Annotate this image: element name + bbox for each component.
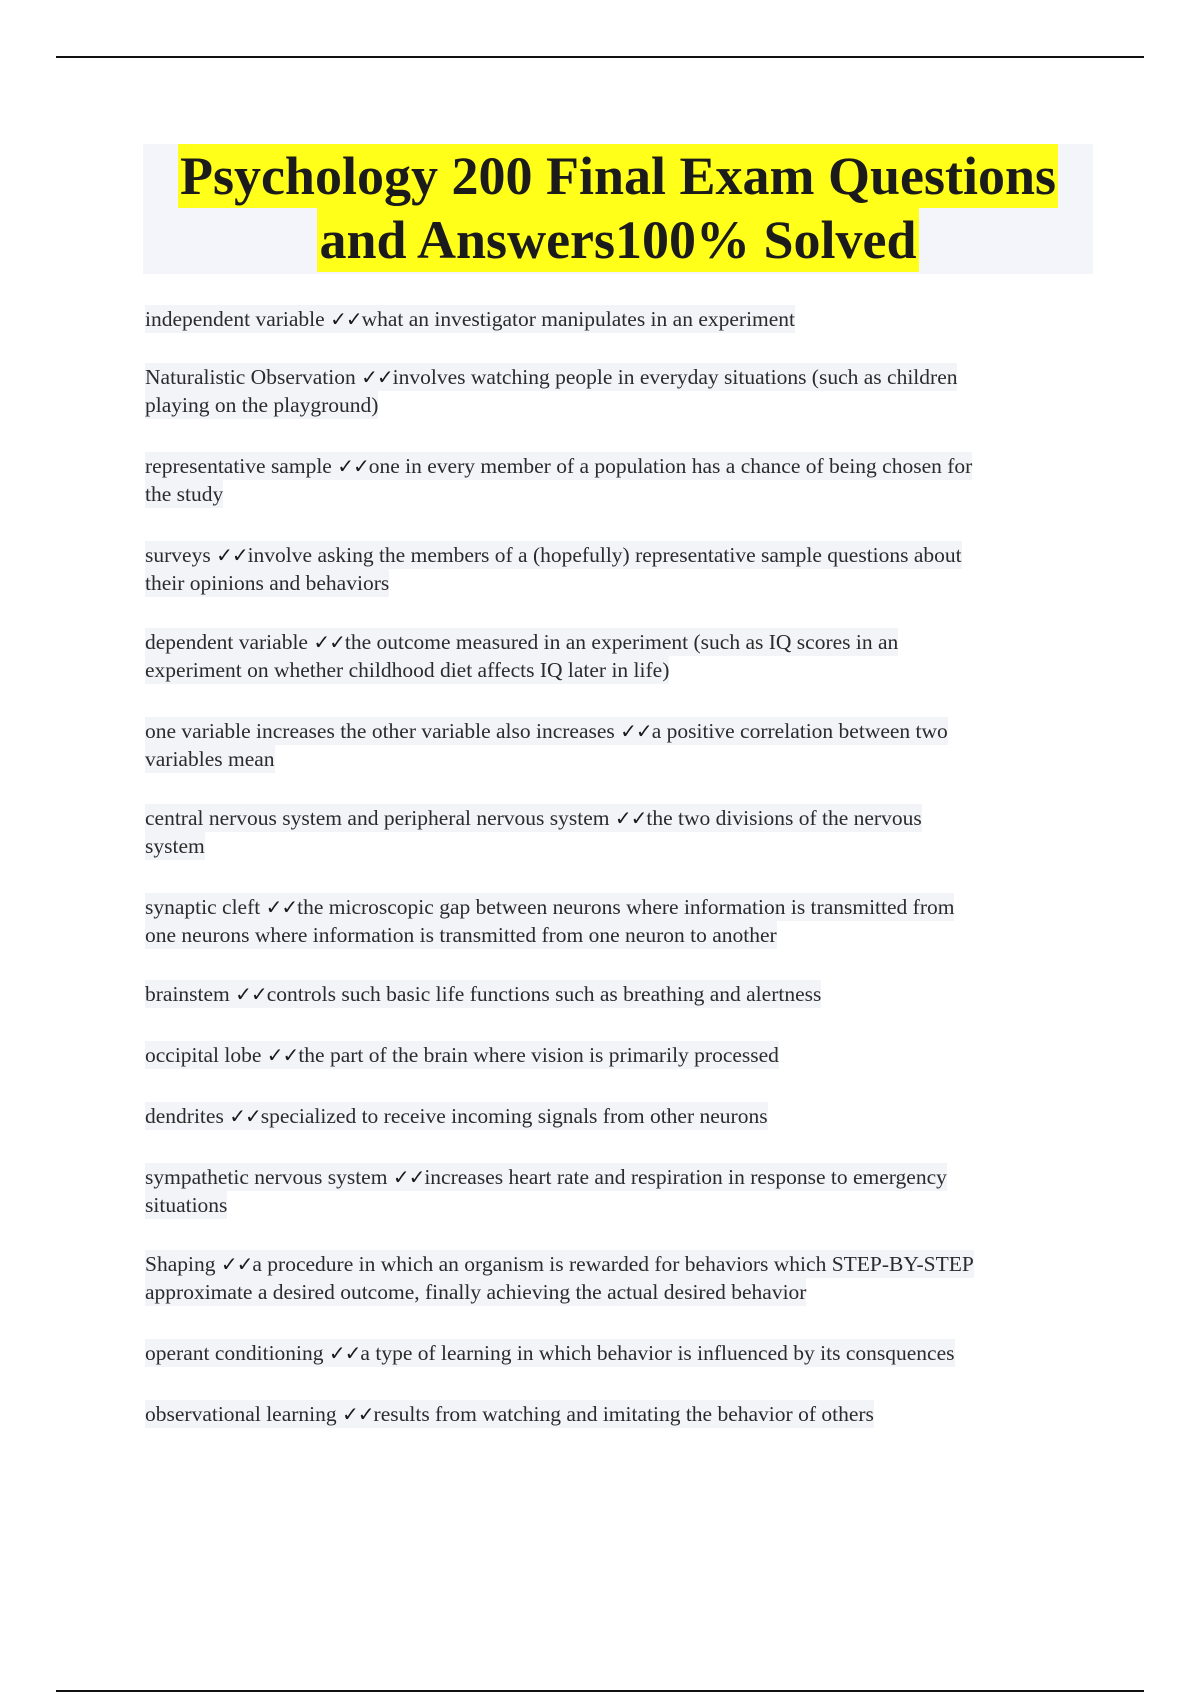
qa-term: dendrites [145,1104,224,1128]
top-rule [56,56,1144,58]
qa-entry [145,628,1095,684]
qa-term: dependent variable [145,630,308,654]
qa-entry [145,305,1095,333]
page-title-line-1: Psychology 200 Final Exam Questions [179,146,1057,206]
qa-answer-text: involves watching people in everyday situations (such as children [392,365,958,389]
qa-term: one variable increases the other variable also increases [145,719,615,743]
qa-first-line [145,363,957,391]
qa-first-line [145,893,954,921]
qa-answer-text: the microscopic gap between neurons where information is transmitted from [297,895,955,919]
qa-entry [145,1339,1095,1367]
qa-answer-text: approximate a desired outcome, finally achieving the actual desired behavior [145,1280,807,1304]
qa-entry [145,1400,1095,1428]
double-check-icon: ✓✓ [392,1165,425,1189]
qa-first-line [145,1250,974,1278]
qa-term: observational learning [145,1402,337,1426]
qa-answer-text: the study [145,482,224,506]
qa-term: sympathetic nervous system [145,1165,388,1189]
qa-entry [145,541,1095,597]
qa-answer-text: the part of the brain where vision is primarily processed [298,1043,779,1067]
qa-term: independent variable [145,307,325,331]
qa-continuation-line [145,480,223,508]
qa-term: central nervous system and peripheral nervous system [145,806,610,830]
title-block [143,144,1093,274]
double-check-icon: ✓✓ [216,543,248,567]
qa-term: occipital lobe [145,1043,262,1067]
qa-term: brainstem [145,982,230,1006]
page-title-line-2: and Answers100% Solved [319,210,917,270]
qa-continuation-line [145,656,669,684]
qa-term: Shaping [145,1252,216,1276]
qa-answer-text: a type of learning in which behavior is influenced by its consquences [360,1341,955,1365]
double-check-icon: ✓✓ [620,719,652,743]
qa-first-line [145,1339,955,1367]
qa-answer-text: variables mean [145,747,275,771]
qa-first-line [145,305,795,333]
double-check-icon: ✓✓ [614,806,647,830]
bottom-rule [56,1690,1144,1692]
qa-answer-text: the two divisions of the nervous [646,806,922,830]
qa-first-line [145,1400,874,1428]
qa-entry [145,980,1095,1008]
qa-term: representative sample [145,454,332,478]
qa-first-line [145,1163,947,1191]
qa-entry [145,1163,1095,1219]
qa-first-line [145,804,922,832]
qa-answer-text: specialized to receive incoming signals from other neurons [260,1104,768,1128]
double-check-icon: ✓✓ [328,1341,361,1365]
double-check-icon: ✓✓ [266,1043,299,1067]
qa-answer-text: their opinions and behaviors [145,571,390,595]
qa-answer-text: one neurons where information is transmitted from one neuron to another [145,923,777,947]
qa-entry [145,1250,1095,1306]
qa-first-line [145,628,898,656]
qa-term: Naturalistic Observation [145,365,356,389]
qa-entry [145,1041,1095,1069]
qa-answer-text: involve asking the members of a (hopefully) representative sample questions about [247,543,962,567]
qa-first-line [145,717,948,745]
qa-entry [145,452,1095,508]
double-check-icon: ✓✓ [361,365,393,389]
double-check-icon: ✓✓ [342,1402,374,1426]
double-check-icon: ✓✓ [313,630,345,654]
double-check-icon: ✓✓ [337,454,369,478]
qa-answer-text: what an investigator manipulates in an experiment [361,307,796,331]
qa-answer-text: results from watching and imitating the behavior of others [373,1402,874,1426]
qa-entry [145,717,1095,773]
qa-answer-text: a positive correlation between two [651,719,948,743]
double-check-icon: ✓✓ [229,1104,261,1128]
qa-term: synaptic cleft [145,895,261,919]
qa-first-line [145,541,962,569]
double-check-icon: ✓✓ [220,1252,253,1276]
qa-answer-text: the outcome measured in an experiment (such as IQ scores in an [344,630,899,654]
qa-answer-text: one in every member of a population has a chance of being chosen for [368,454,973,478]
qa-first-line [145,980,821,1008]
double-check-icon: ✓✓ [265,895,298,919]
double-check-icon: ✓✓ [235,982,267,1006]
qa-answer-text: situations [145,1193,228,1217]
qa-answer-text: controls such basic life functions such as breathing and alertness [266,982,822,1006]
qa-term: surveys [145,543,211,567]
double-check-icon: ✓✓ [330,307,362,331]
qa-continuation-line [145,745,275,773]
qa-continuation-line [145,1191,227,1219]
qa-first-line [145,452,972,480]
qa-answer-text: system [145,834,205,858]
qa-first-line [145,1102,768,1130]
qa-answer-text: increases heart rate and respiration in response to emergency [424,1165,947,1189]
qa-first-line [145,1041,779,1069]
qa-continuation-line [145,391,378,419]
qa-continuation-line [145,921,777,949]
qa-answer-text: playing on the playground) [145,393,379,417]
qa-entry [145,893,1095,949]
qa-continuation-line [145,832,205,860]
qa-answer-text: experiment on whether childhood diet affects IQ later in life) [145,658,670,682]
qa-continuation-line [145,569,389,597]
qa-term: operant conditioning [145,1341,324,1365]
qa-continuation-line [145,1278,806,1306]
qa-entry [145,804,1095,860]
qa-answer-text: a procedure in which an organism is rewarded for behaviors which STEP-BY-STEP [252,1252,974,1276]
qa-entry [145,363,1095,419]
qa-entry [145,1102,1095,1130]
